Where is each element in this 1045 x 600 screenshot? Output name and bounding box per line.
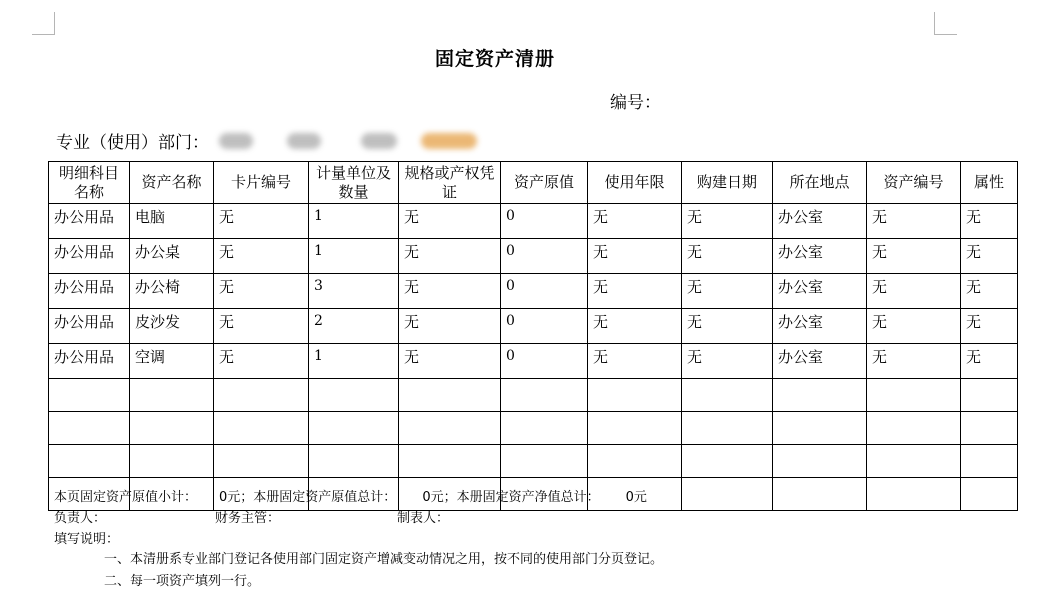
table-cell bbox=[49, 379, 130, 412]
table-cell bbox=[682, 412, 773, 445]
table-cell bbox=[309, 379, 399, 412]
table-cell: 无 bbox=[867, 204, 961, 239]
empty-table-row bbox=[49, 412, 1018, 445]
table-cell bbox=[214, 379, 309, 412]
table-cell: 无 bbox=[214, 344, 309, 379]
table-cell: 2 bbox=[309, 309, 399, 344]
table-cell bbox=[130, 445, 214, 478]
table-cell bbox=[399, 445, 501, 478]
column-header: 明细科目名称 bbox=[49, 162, 130, 204]
column-header: 计量单位及数量 bbox=[309, 162, 399, 204]
table-cell: 办公椅 bbox=[130, 274, 214, 309]
table-cell bbox=[961, 379, 1018, 412]
table-cell bbox=[130, 412, 214, 445]
column-header: 资产名称 bbox=[130, 162, 214, 204]
table-cell: 电脑 bbox=[130, 204, 214, 239]
table-cell bbox=[961, 478, 1018, 511]
asset-table bbox=[48, 161, 1018, 511]
column-header: 使用年限 bbox=[588, 162, 682, 204]
book-total-value: 0元； bbox=[422, 490, 457, 505]
table-cell: 无 bbox=[961, 239, 1018, 274]
table-cell: 无 bbox=[682, 204, 773, 239]
table-cell: 办公用品 bbox=[49, 344, 130, 379]
note-item-2: 二、每一项资产填列一行。 bbox=[104, 574, 261, 589]
table-cell bbox=[399, 412, 501, 445]
redacted-department-name bbox=[213, 129, 481, 153]
column-header: 规格或产权凭证 bbox=[399, 162, 501, 204]
table-cell bbox=[773, 478, 867, 511]
table-cell bbox=[49, 445, 130, 478]
table-cell: 办公用品 bbox=[49, 239, 130, 274]
table-cell bbox=[49, 412, 130, 445]
table-cell: 3 bbox=[309, 274, 399, 309]
table-cell: 1 bbox=[309, 239, 399, 274]
table-cell bbox=[214, 445, 309, 478]
table-cell: 无 bbox=[682, 239, 773, 274]
table-cell bbox=[773, 445, 867, 478]
column-header: 所在地点 bbox=[773, 162, 867, 204]
column-header: 资产原值 bbox=[501, 162, 588, 204]
table-cell: 无 bbox=[588, 274, 682, 309]
notes-title: 填写说明： bbox=[54, 532, 120, 547]
table-cell: 无 bbox=[399, 309, 501, 344]
table-cell: 办公用品 bbox=[49, 204, 130, 239]
table-cell: 无 bbox=[399, 344, 501, 379]
table-cell: 0 bbox=[501, 309, 588, 344]
table-cell: 空调 bbox=[130, 344, 214, 379]
table-cell bbox=[867, 478, 961, 511]
table-header-row bbox=[49, 162, 1018, 204]
table-cell: 无 bbox=[214, 309, 309, 344]
table-cell: 无 bbox=[682, 274, 773, 309]
table-cell bbox=[773, 412, 867, 445]
table-cell: 办公室 bbox=[773, 239, 867, 274]
summary-line bbox=[54, 486, 647, 505]
table-cell: 无 bbox=[588, 239, 682, 274]
table-body bbox=[49, 204, 1018, 511]
number-label: 编号： bbox=[610, 93, 661, 113]
table-row bbox=[49, 309, 1018, 344]
table-cell bbox=[682, 445, 773, 478]
table-cell: 办公室 bbox=[773, 344, 867, 379]
table-cell: 无 bbox=[588, 344, 682, 379]
table-cell: 无 bbox=[399, 274, 501, 309]
table-cell: 无 bbox=[961, 344, 1018, 379]
crop-mark-top-right bbox=[934, 12, 957, 35]
table-row bbox=[49, 344, 1018, 379]
column-header: 购建日期 bbox=[682, 162, 773, 204]
table-cell: 1 bbox=[309, 344, 399, 379]
table-cell bbox=[588, 379, 682, 412]
finance-supervisor-label: 财务主管： bbox=[215, 511, 281, 526]
table-cell: 无 bbox=[399, 239, 501, 274]
column-header: 资产编号 bbox=[867, 162, 961, 204]
book-total-label: 本册固定资产原值总计： bbox=[253, 490, 397, 505]
table-cell: 1 bbox=[309, 204, 399, 239]
table-cell: 无 bbox=[588, 204, 682, 239]
table-cell: 无 bbox=[588, 309, 682, 344]
empty-table-row bbox=[49, 445, 1018, 478]
responsible-label: 负责人： bbox=[54, 511, 107, 526]
page-subtotal-value: 0元； bbox=[219, 490, 254, 505]
table-cell: 无 bbox=[214, 239, 309, 274]
table-cell: 办公室 bbox=[773, 274, 867, 309]
table-cell: 办公用品 bbox=[49, 309, 130, 344]
preparer-label: 制表人： bbox=[397, 511, 450, 526]
table-cell bbox=[501, 445, 588, 478]
signature-line bbox=[54, 507, 654, 525]
table-cell bbox=[309, 445, 399, 478]
table-cell bbox=[867, 412, 961, 445]
table-row bbox=[49, 274, 1018, 309]
column-header: 属性 bbox=[961, 162, 1018, 204]
table-cell bbox=[501, 412, 588, 445]
table-cell: 无 bbox=[682, 309, 773, 344]
table-cell: 0 bbox=[501, 344, 588, 379]
table-cell bbox=[682, 379, 773, 412]
table-cell bbox=[682, 478, 773, 511]
document-title: 固定资产清册 bbox=[434, 48, 555, 70]
table-cell: 无 bbox=[867, 344, 961, 379]
table-cell: 皮沙发 bbox=[130, 309, 214, 344]
table-cell bbox=[773, 379, 867, 412]
table-cell: 无 bbox=[682, 344, 773, 379]
table-cell bbox=[309, 412, 399, 445]
table-cell bbox=[961, 445, 1018, 478]
table-row bbox=[49, 204, 1018, 239]
table-cell bbox=[867, 379, 961, 412]
department-row bbox=[56, 128, 481, 153]
table-row bbox=[49, 239, 1018, 274]
department-label: 专业（使用）部门： bbox=[56, 133, 209, 153]
table-cell bbox=[399, 379, 501, 412]
table-cell: 0 bbox=[501, 204, 588, 239]
table-cell bbox=[588, 445, 682, 478]
page-subtotal-label: 本页固定资产原值小计： bbox=[54, 490, 198, 505]
table-cell: 办公室 bbox=[773, 204, 867, 239]
table-cell: 无 bbox=[867, 239, 961, 274]
table-cell: 无 bbox=[867, 274, 961, 309]
note-item-1: 一、本清册系专业部门登记各使用部门固定资产增减变动情况之用，按不同的使用部门分页登记。 bbox=[104, 552, 664, 567]
net-total-label: 本册固定资产净值总计： bbox=[456, 490, 600, 505]
table-cell: 无 bbox=[961, 274, 1018, 309]
table-cell bbox=[130, 379, 214, 412]
table-cell: 无 bbox=[867, 309, 961, 344]
table-cell: 办公用品 bbox=[49, 274, 130, 309]
empty-table-row bbox=[49, 379, 1018, 412]
table-cell: 无 bbox=[961, 204, 1018, 239]
table-cell bbox=[588, 412, 682, 445]
table-cell bbox=[501, 379, 588, 412]
table-cell bbox=[961, 412, 1018, 445]
table-cell: 0 bbox=[501, 239, 588, 274]
table-cell: 无 bbox=[214, 274, 309, 309]
table-cell: 无 bbox=[399, 204, 501, 239]
crop-mark-top-left bbox=[32, 12, 55, 35]
table-cell bbox=[867, 445, 961, 478]
table-cell: 办公桌 bbox=[130, 239, 214, 274]
table-cell: 无 bbox=[214, 204, 309, 239]
table-cell: 办公室 bbox=[773, 309, 867, 344]
table-cell: 0 bbox=[501, 274, 588, 309]
table-cell: 无 bbox=[961, 309, 1018, 344]
table-cell bbox=[214, 412, 309, 445]
column-header: 卡片编号 bbox=[214, 162, 309, 204]
net-total-value: 0元 bbox=[625, 490, 647, 505]
